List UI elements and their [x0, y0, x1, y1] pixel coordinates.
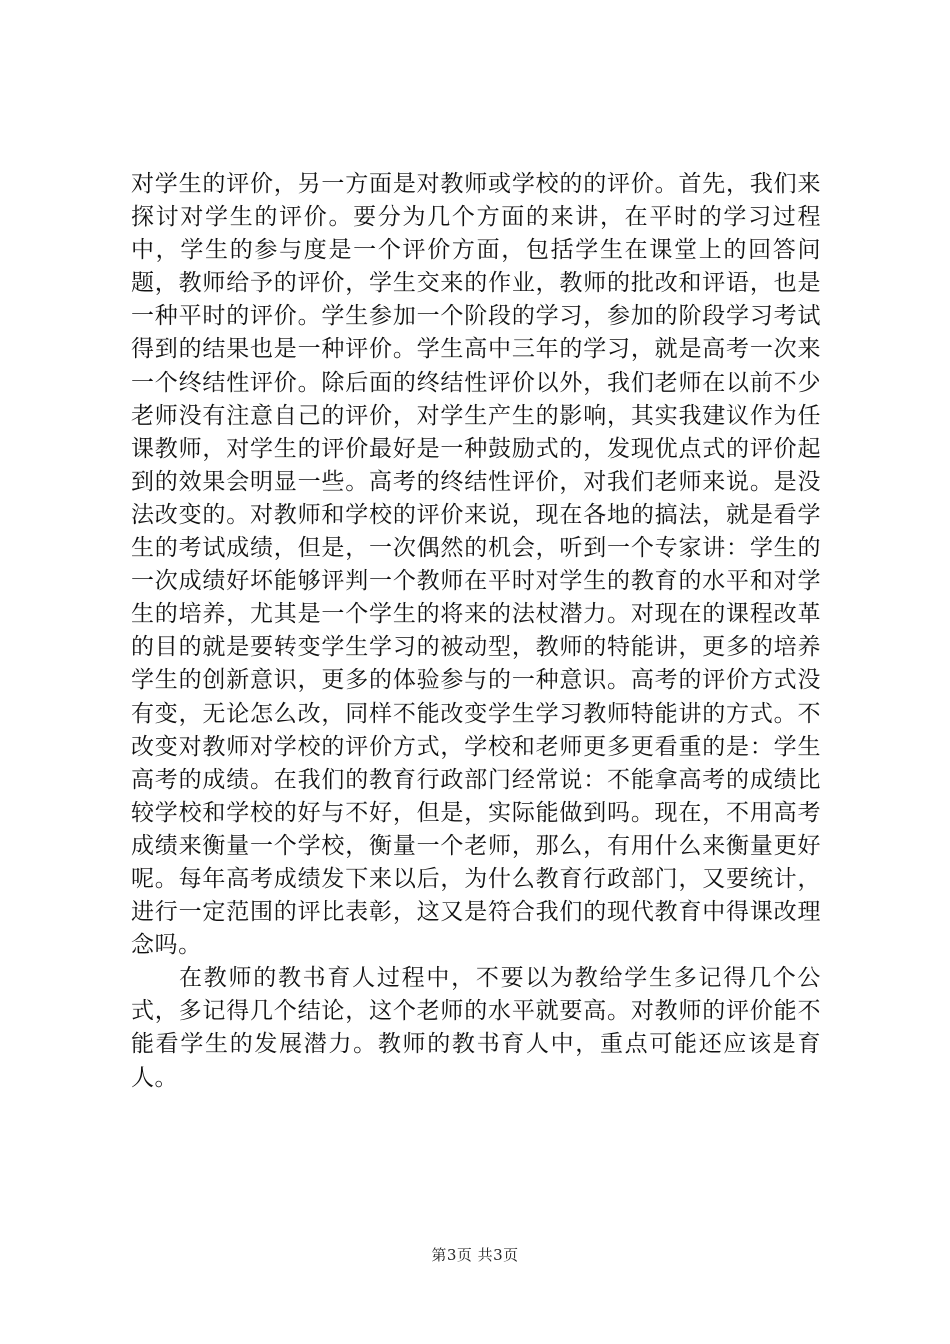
- body-paragraph-2: 在教师的教书育人过程中，不要以为教给学生多记得几个公式，多记得几个结论，这个老师的水平就要高。对教师的评价能不能看学生的发展潜力。教师的教书育人中，重点可能还应该是育人。: [131, 965, 821, 1091]
- body-paragraph-1: 对学生的评价，另一方面是对教师或学校的的评价。首先，我们来探讨对学生的评价。要分为几个方面的来讲，在平时的学习过程中，学生的参与度是一个评价方面，包括学生在课堂上的回答问题，教师给予的评价，学生交来的作业，教师的批改和评语，也是一种平时的评价。学生参加一个阶段的学习，参加的阶段学习考试得到的结果也是一种评价。学生高中三年的学习，就是高考一次来一个终结性评价。除后面的终结性评价以外，我们老师在以前不少老师没有注意自己的评价，对学生产生的影响，其实我建议作为任课教师，对学生的评价最好是一种鼓励式的，发现优点式的评价起到的效果会明显一些。高考的终结性评价，对我们老师来说。是没法改变的。对教师和学校的评价来说，现在各地的搞法，就是看学生的考试成绩，但是，一次偶然的机会，听到一个专家讲：学生的一次成绩好坏能够评判一个教师在平时对学生的教育的水平和对学生的培养，尤其是一个学生的将来的法杖潜力。对现在的课程改革的目的就是要转变学生学习的被动型，教师的特能讲，更多的培养学生的创新意识，更多的体验参与的一种意识。高考的评价方式没有变，无论怎么改，同样不能改变学生学习教师特能讲的方式。不改变对教师对学校的评价方式，学校和老师更多更看重的是：学生高考的成绩。在我们的教育行政部门经常说：不能拿高考的成绩比较学校和学校的好与不好，但是，实际能做到吗。现在，不用高考成绩来衡量一个学校，衡量一个老师，那么，有用什么来衡量更好呢。每年高考成绩发下来以后，为什么教育行政部门，又要统计，进行一定范围的评比表彰，这又是符合我们的现代教育中得课改理念吗。: [131, 171, 821, 959]
- document-body: [131, 168, 821, 1095]
- page-number-footer: 第3页 共3页: [431, 1246, 519, 1264]
